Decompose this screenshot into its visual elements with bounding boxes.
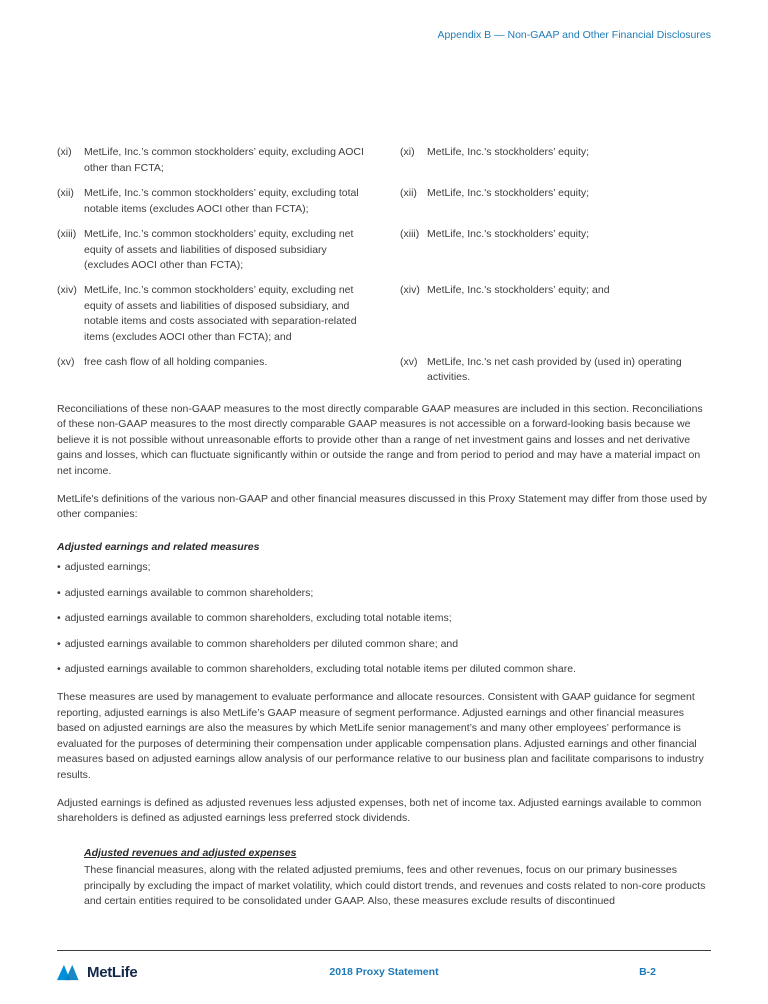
column-gap xyxy=(372,186,400,217)
bullet-item xyxy=(57,611,711,626)
bullet-item xyxy=(57,637,711,652)
bullet-text: adjusted earnings available to common shareholders, excluding total notable items per diluted common share. xyxy=(64,662,576,675)
footer-row xyxy=(57,960,711,986)
list-row xyxy=(57,283,711,345)
bullet-text: adjusted earnings available to common shareholders, excluding total notable items; xyxy=(64,612,452,625)
bullet-marker: • xyxy=(57,586,61,599)
page-header xyxy=(57,28,711,43)
paragraph-reconciliations: Reconciliations of these non-GAAP measures to the most directly comparable GAAP measures are included in this section. Reconciliations of these non-GAAP measures to the most directly comparable GAAP measures is not accessible on a forward-looking basis because we believe it is not possible without unreasonable efforts to provide other than a range of net investment gains and losses and net derivative gains and losses, which can fluctuate significantly within or outside the range and from period to period and may have a material impact on net income. xyxy=(57,402,703,477)
paragraph-adjusted-earnings-definition: Adjusted earnings is defined as adjusted revenues less adjusted expenses, both net of income tax. Adjusted earnings available to common shareholders is defined as adjusted earnings less preferred stock dividends. xyxy=(57,796,702,825)
bullet-item xyxy=(57,662,711,677)
footer-divider xyxy=(57,950,711,951)
item-text-left: MetLife, Inc.’s common stockholders’ equity, excluding net equity of assets and liabilities of disposed subsidiary, and notable items and costs associated with separation-related items (excludes AOCI other than FCTA); and xyxy=(84,284,357,343)
bullet-text: adjusted earnings available to common shareholders; xyxy=(64,586,314,599)
item-text-left: free cash flow of all holding companies. xyxy=(84,356,268,369)
bullet-item xyxy=(57,560,711,575)
item-number-left: (xv) xyxy=(57,356,75,369)
list-row xyxy=(57,355,711,386)
metlife-wordmark: MetLife xyxy=(87,963,138,981)
comparison-list xyxy=(57,145,711,385)
metlife-logo-icon xyxy=(57,964,82,981)
footer-document-title: 2018 Proxy Statement xyxy=(329,966,439,979)
item-number-right: (xi) xyxy=(400,146,415,159)
column-gap xyxy=(372,283,400,345)
item-text-right: MetLife, Inc.'s net cash provided by (used in) operating activities. xyxy=(427,356,682,384)
bullet-marker: • xyxy=(57,662,61,675)
paragraph-adjusted-revenues: These financial measures, along with the related adjusted premiums, fees and other revenues, focus on our primary businesses principally by excluding the impact of market volatility, which could distort trends, and revenues and costs related to non-core products and certain entities required to be consolidated under GAAP. Also, these measures exclude results of discontinued xyxy=(84,864,706,908)
adjusted-revenues-section xyxy=(84,846,711,910)
item-text-right: MetLife, Inc.'s stockholders’ equity; xyxy=(427,228,590,241)
list-row xyxy=(57,145,711,176)
item-number-right: (xv) xyxy=(400,356,418,369)
bullet-marker: • xyxy=(57,612,61,625)
list-row xyxy=(57,186,711,217)
item-text-right: MetLife, Inc.'s stockholders’ equity; xyxy=(427,146,590,159)
column-gap xyxy=(372,355,400,386)
item-text-right: MetLife, Inc.'s stockholders’ equity; xyxy=(427,187,590,200)
column-gap xyxy=(372,227,400,273)
list-row xyxy=(57,227,711,273)
column-gap xyxy=(372,145,400,176)
paragraph-measures-usage: These measures are used by management to evaluate performance and allocate resources. Consistent with GAAP guidance for segment reporting, adjusted earnings is also MetLife’s GAAP measure of segment performance. Adjusted earnings and other financial measures based on adjusted earnings are also the measures by which MetLife senior management’s and many other employees’ performance is evaluated for the purposes of determining their compensation under applicable compensation plans. Adjusted earnings and other financial measures based on adjusted earnings allow analysis of our performance relative to our business plan and facilitate comparisons to industry results. xyxy=(57,691,704,781)
section-heading-adjusted-earnings: Adjusted earnings and related measures xyxy=(57,540,260,553)
paragraph-definitions: MetLife's definitions of the various non-GAAP and other financial measures discussed in this Proxy Statement may differ from those used by other companies: xyxy=(57,493,708,521)
item-number-right: (xii) xyxy=(400,187,417,200)
item-number-left: (xiii) xyxy=(57,228,77,241)
item-text-left: MetLife, Inc.’s common stockholders’ equity, excluding AOCI other than FCTA; xyxy=(84,146,364,174)
item-number-right: (xiii) xyxy=(400,228,420,241)
item-number-left: (xi) xyxy=(57,146,72,159)
bullet-text: adjusted earnings available to common shareholders per diluted common share; and xyxy=(64,637,459,650)
item-text-left: MetLife, Inc.’s common stockholders’ equity, excluding total notable items (excludes AOCI other than FCTA); xyxy=(84,187,359,215)
bullet-marker: • xyxy=(57,561,61,574)
metlife-logo xyxy=(57,962,137,984)
item-text-left: MetLife, Inc.’s common stockholders’ equity, excluding net equity of assets and liabilities of disposed subsidiary (excludes AOCI other than FCTA); xyxy=(84,228,354,271)
footer-page-number: B-2 xyxy=(639,966,656,979)
bullet-text: adjusted earnings; xyxy=(64,561,151,574)
page-footer xyxy=(57,950,711,986)
item-number-left: (xii) xyxy=(57,187,74,200)
bullet-list xyxy=(57,560,711,677)
bullet-marker: • xyxy=(57,637,61,650)
bullet-item xyxy=(57,586,711,601)
item-number-left: (xiv) xyxy=(57,284,77,297)
appendix-title: Appendix B — Non-GAAP and Other Financial Disclosures xyxy=(437,29,711,41)
item-number-right: (xiv) xyxy=(400,284,420,297)
section-heading-adjusted-revenues: Adjusted revenues and adjusted expenses xyxy=(84,846,297,859)
item-text-right: MetLife, Inc.'s stockholders’ equity; and xyxy=(427,284,610,297)
